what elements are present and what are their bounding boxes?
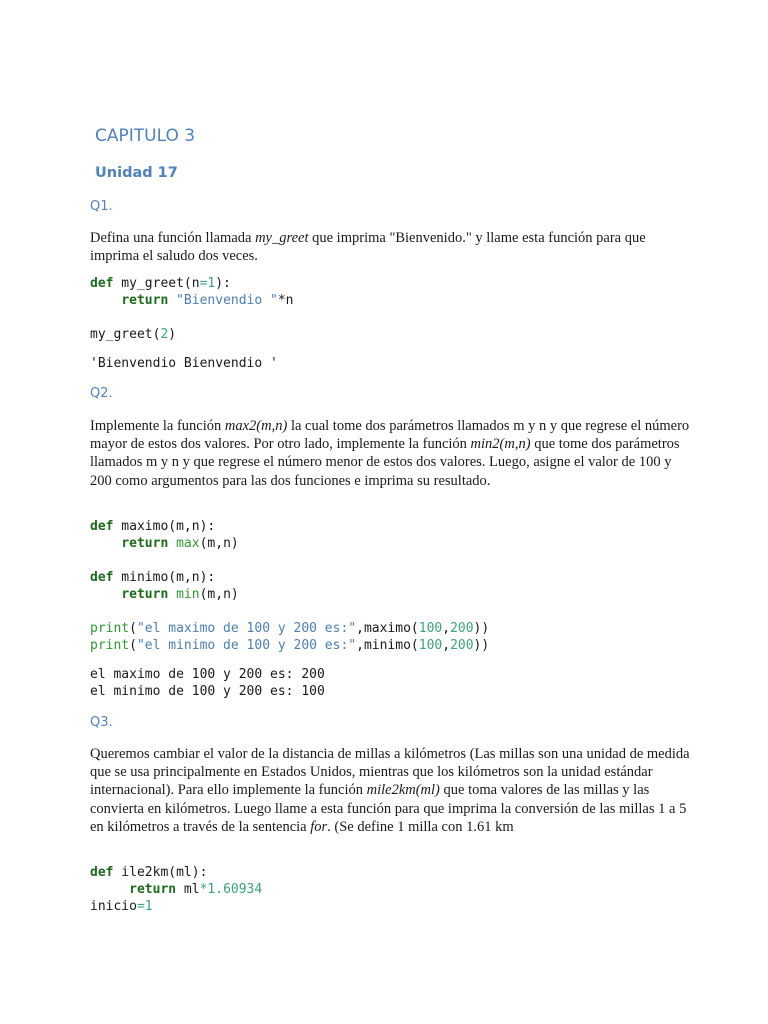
q2-output: el maximo de 100 y 200 es: 200 el minimo de 100 y 200 es: 100 [90, 667, 325, 699]
chapter-title: CAPITULO 3 [95, 126, 196, 146]
q3-statement: Queremos cambiar el valor de la distancia de millas a kilómetros (Las millas son una unidad de medida que se usa principalmente en Estados Unidos, mientras que los kilómetros son la unidad estándar internacional). Para ello implemente la función mile2km(ml) que toma valores de las millas y las convierta en kilómetros. Luego llame a esta función para que imprima la conversión de las millas 1 a 5 en kilómetros a través de la sentencia for. (Se define 1 milla con 1.61 km [90, 746, 690, 835]
q1-output: 'Bienvendio Bienvendio ' [90, 356, 278, 371]
q1-code-def: def my_greet(n=1): return "Bienvendio "*n [90, 276, 294, 308]
unit-title: Unidad 17 [95, 165, 178, 181]
q1-code-call: my_greet(2) [90, 327, 177, 342]
question-label-q2: Q2. [90, 386, 113, 401]
q2-code-print: print("el maximo de 100 y 200 es:",maximo(100,200)) print("el minimo de 100 y 200 es:",minimo(100,200)) [90, 621, 490, 653]
q2-code-maximo: def maximo(m,n): return max(m,n) [90, 519, 239, 551]
q1-statement: Defina una función llamada my_greet que imprima "Bienvenido." y llame esta función para que imprima el saludo dos veces. [90, 230, 646, 265]
question-label-q3: Q3. [90, 715, 113, 730]
q2-code-minimo: def minimo(m,n): return min(m,n) [90, 570, 239, 602]
q2-statement: Implemente la función max2(m,n) la cual tome dos parámetros llamados m y n y que regrese el número mayor de estos dos valores. Por otro lado, implemente la función min2(m,n) que tome dos parámetros llamados m y n y que regrese el número menor de estos dos valores. Luego, asigne el valor de 100 y 200 como argumentos para las dos funciones e imprima su resultado. [90, 418, 690, 489]
q3-code: def ile2km(ml): return ml*1.60934 inicio=1 [90, 865, 263, 914]
question-label-q1: Q1. [90, 199, 113, 214]
